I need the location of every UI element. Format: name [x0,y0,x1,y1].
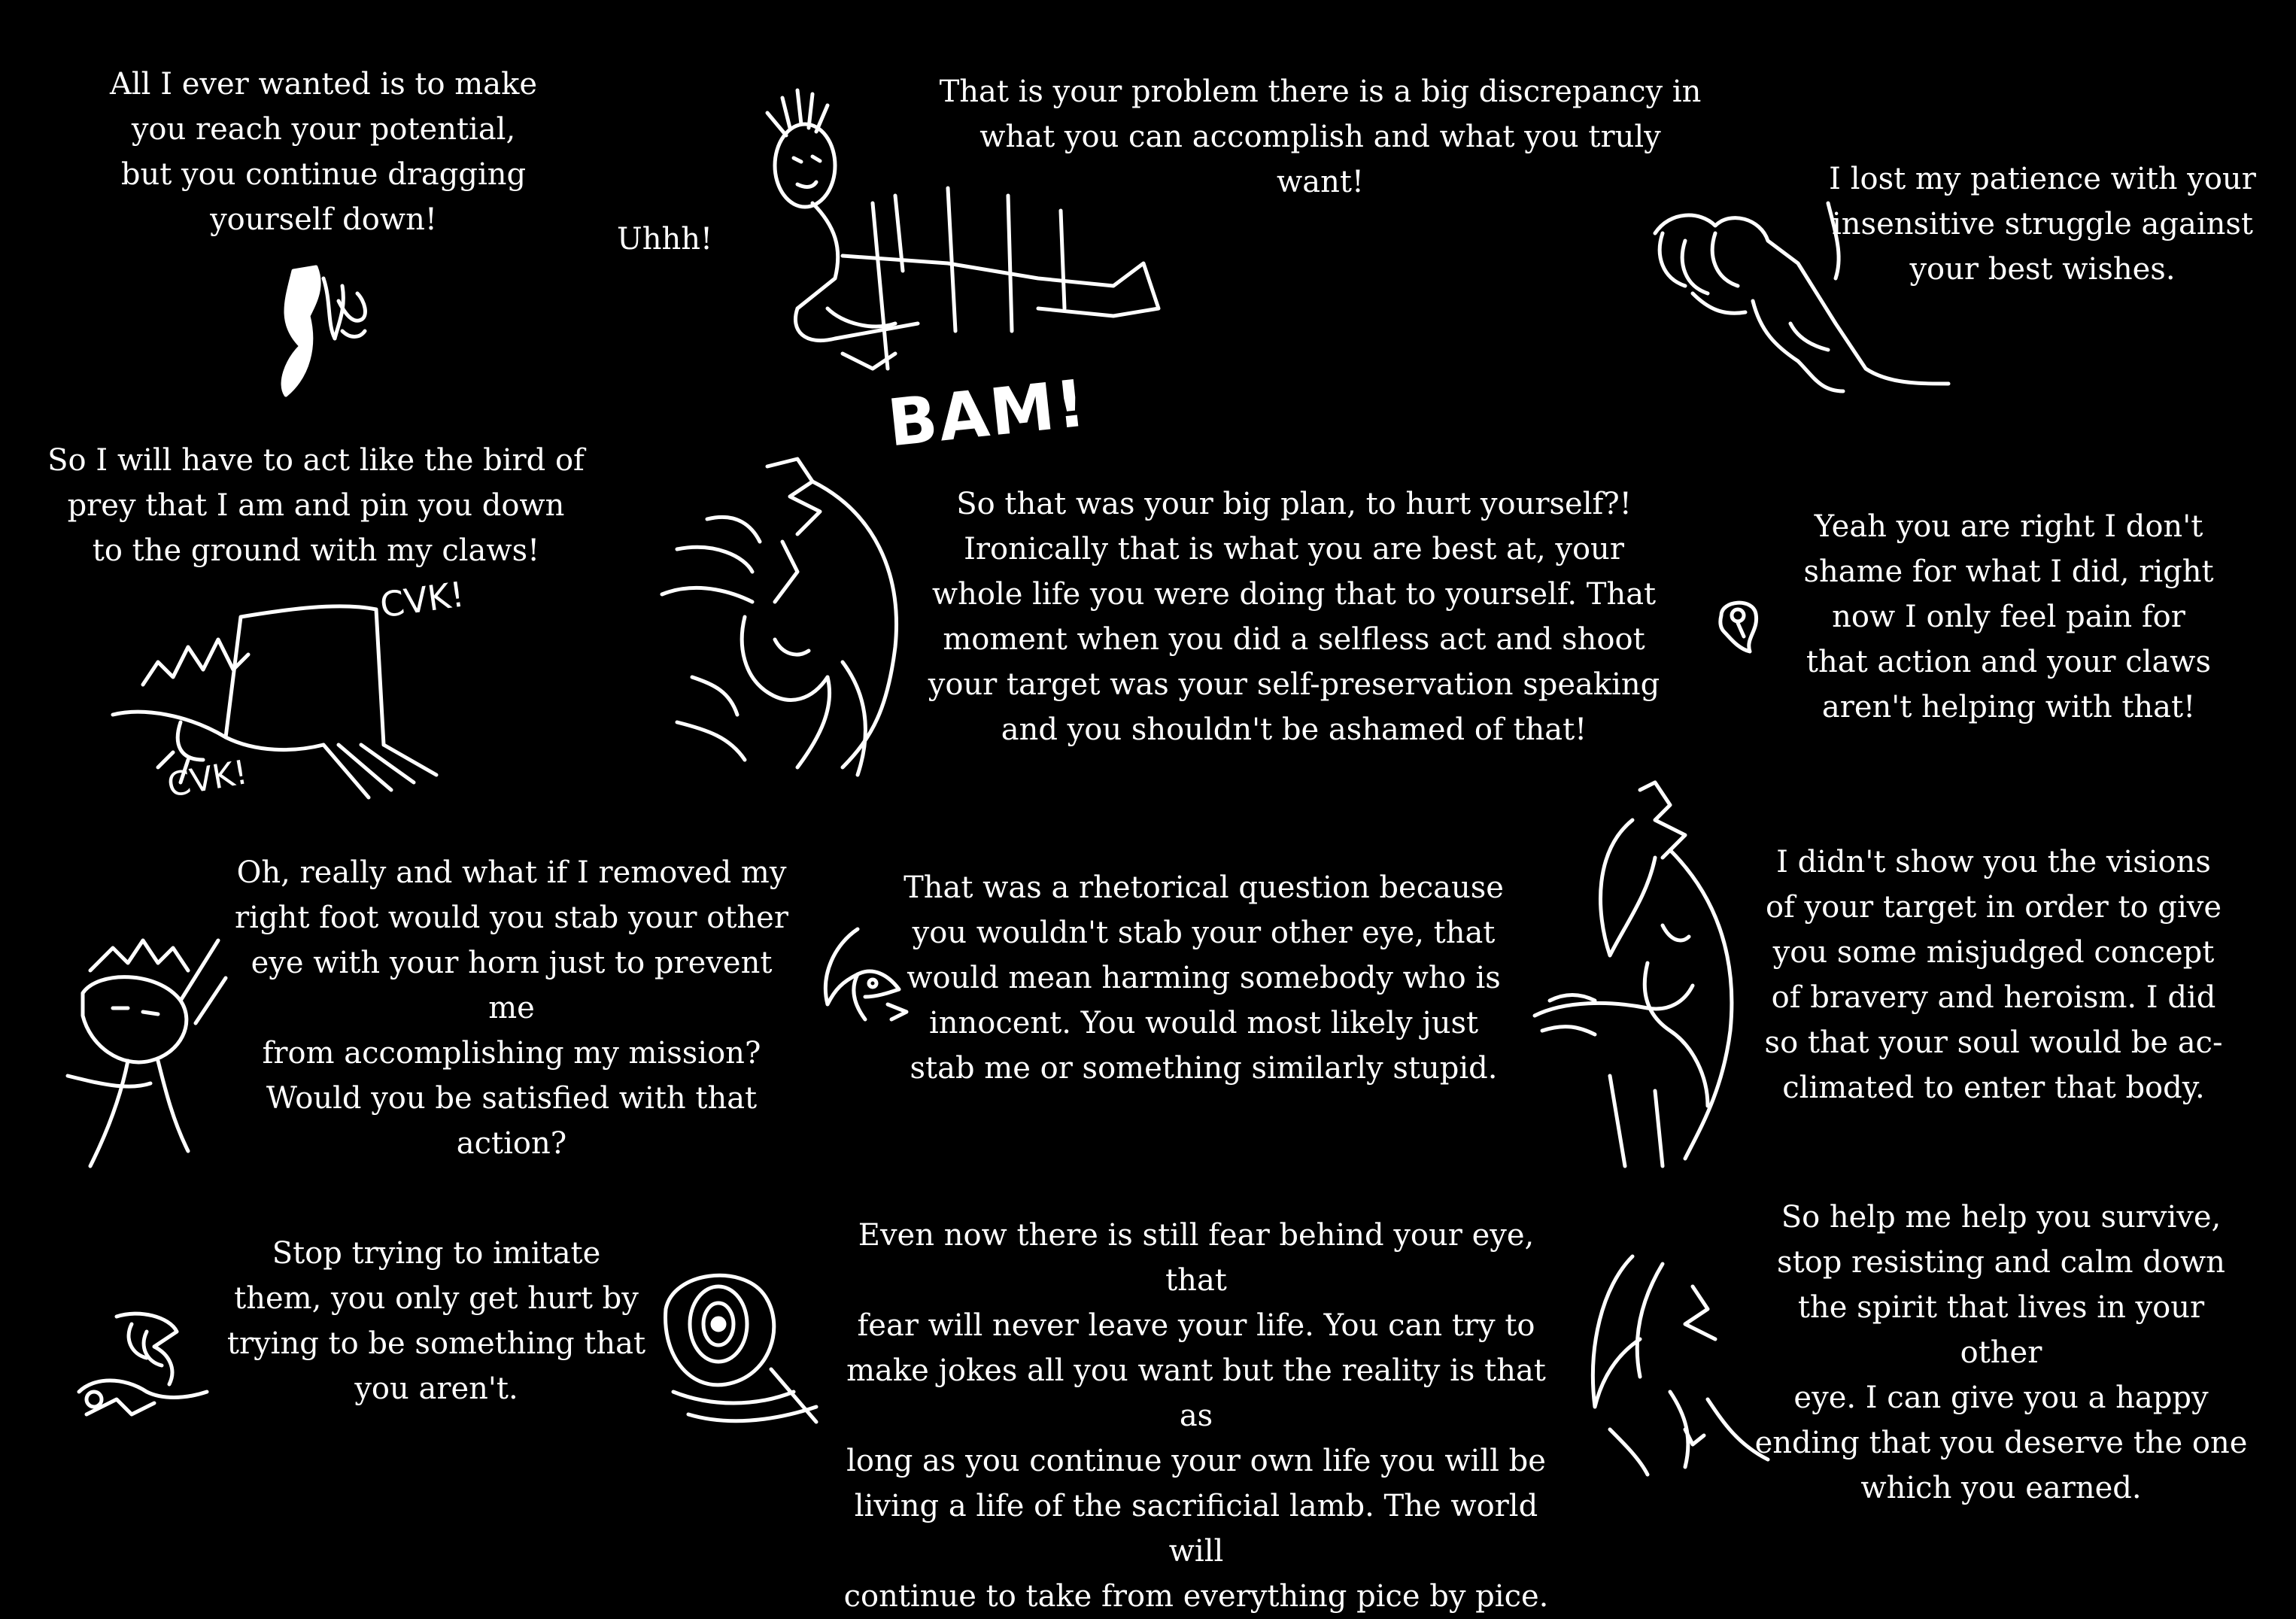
sfx-bam: BAM! [884,366,1091,462]
caption-help-survive: So help me help you survive, stop resisting and calm down the spirit that lives in your other eye. I can give you a happy ending that you deserve the one which you earned. [1754,1200,2248,1505]
feathered-bird-sketch [647,451,918,790]
caption-lost-patience: I lost my patience with your insensitive struggle against your best wishes. [1829,162,2256,287]
struggling-character-sketch [53,925,233,1174]
caption-discrepancy: That is your problem there is a big discrepancy in what you can accomplish and what you truly want! [939,74,1702,199]
caption-no-shame: Yeah you are right I don't shame for what I did, right now I only feel pain for that action and your claws aren't helping with that! [1803,509,2214,724]
sfx-cuk-bottom: CVK! [164,753,251,805]
bird-eye-icon [1715,593,1762,658]
caption-removed-foot: Oh, really and what if I removed my right foot would you stab your other eye with your horn just to prevent me from accomplishing my mission? Would you be satisfied with that action? [235,855,788,1161]
caption-rhetorical: That was a rhetorical question because you wouldn't stab your other eye, that would mean harming somebody who is innocent. You would most likely just stab me or something similarly stupid. [904,870,1504,1086]
caption-big-plan: So that was your big plan, to hurt yourself?! Ironically that is what you are best at, your whole life you were doing that to yourself. That moment when you did a selfless act and shoot your target was your self-preservation speaking and you shouldn't be ashamed of that! [928,487,1660,747]
eye-close-up-sketch [643,1249,824,1429]
talon-sketch [1640,188,1956,406]
claw-hand-sketch [263,256,376,399]
caption-potential: All I ever wanted is to make you reach your potential, but you continue dragging yourself down! [110,67,537,237]
sfx-cuk-top: CVK! [377,573,467,626]
small-claw-sketch [64,1302,214,1429]
caption-uhhh: Uhhh! [617,222,713,257]
caption-fear: Even now there is still fear behind your eye, that fear will never leave your life. You can try to make jokes all you want but the reality is that as long as you continue your own life you will be living a life of the sacrificial lamb. The world will continue to take from everything pice by pice. [843,1218,1549,1614]
falling-character-sketch [722,83,1249,384]
caption-visions: I didn't show you the visions of your target in order to give you some misjudged concept of bravery and heroism. I did so that your soul would be ac- climated to enter that body. [1764,845,2223,1105]
pinned-creature-sketch [98,594,459,813]
horned-figure-sketch [1580,1241,1775,1482]
winged-figure-sketch [1520,775,1798,1166]
caption-imitate: Stop trying to imitate them, you only get hurt by trying to be something that you aren't. [226,1236,646,1406]
caption-bird-of-prey: So I will have to act like the bird of prey that I am and pin you down to the ground with my claws! [47,443,585,568]
beak-sketch [812,922,918,1027]
